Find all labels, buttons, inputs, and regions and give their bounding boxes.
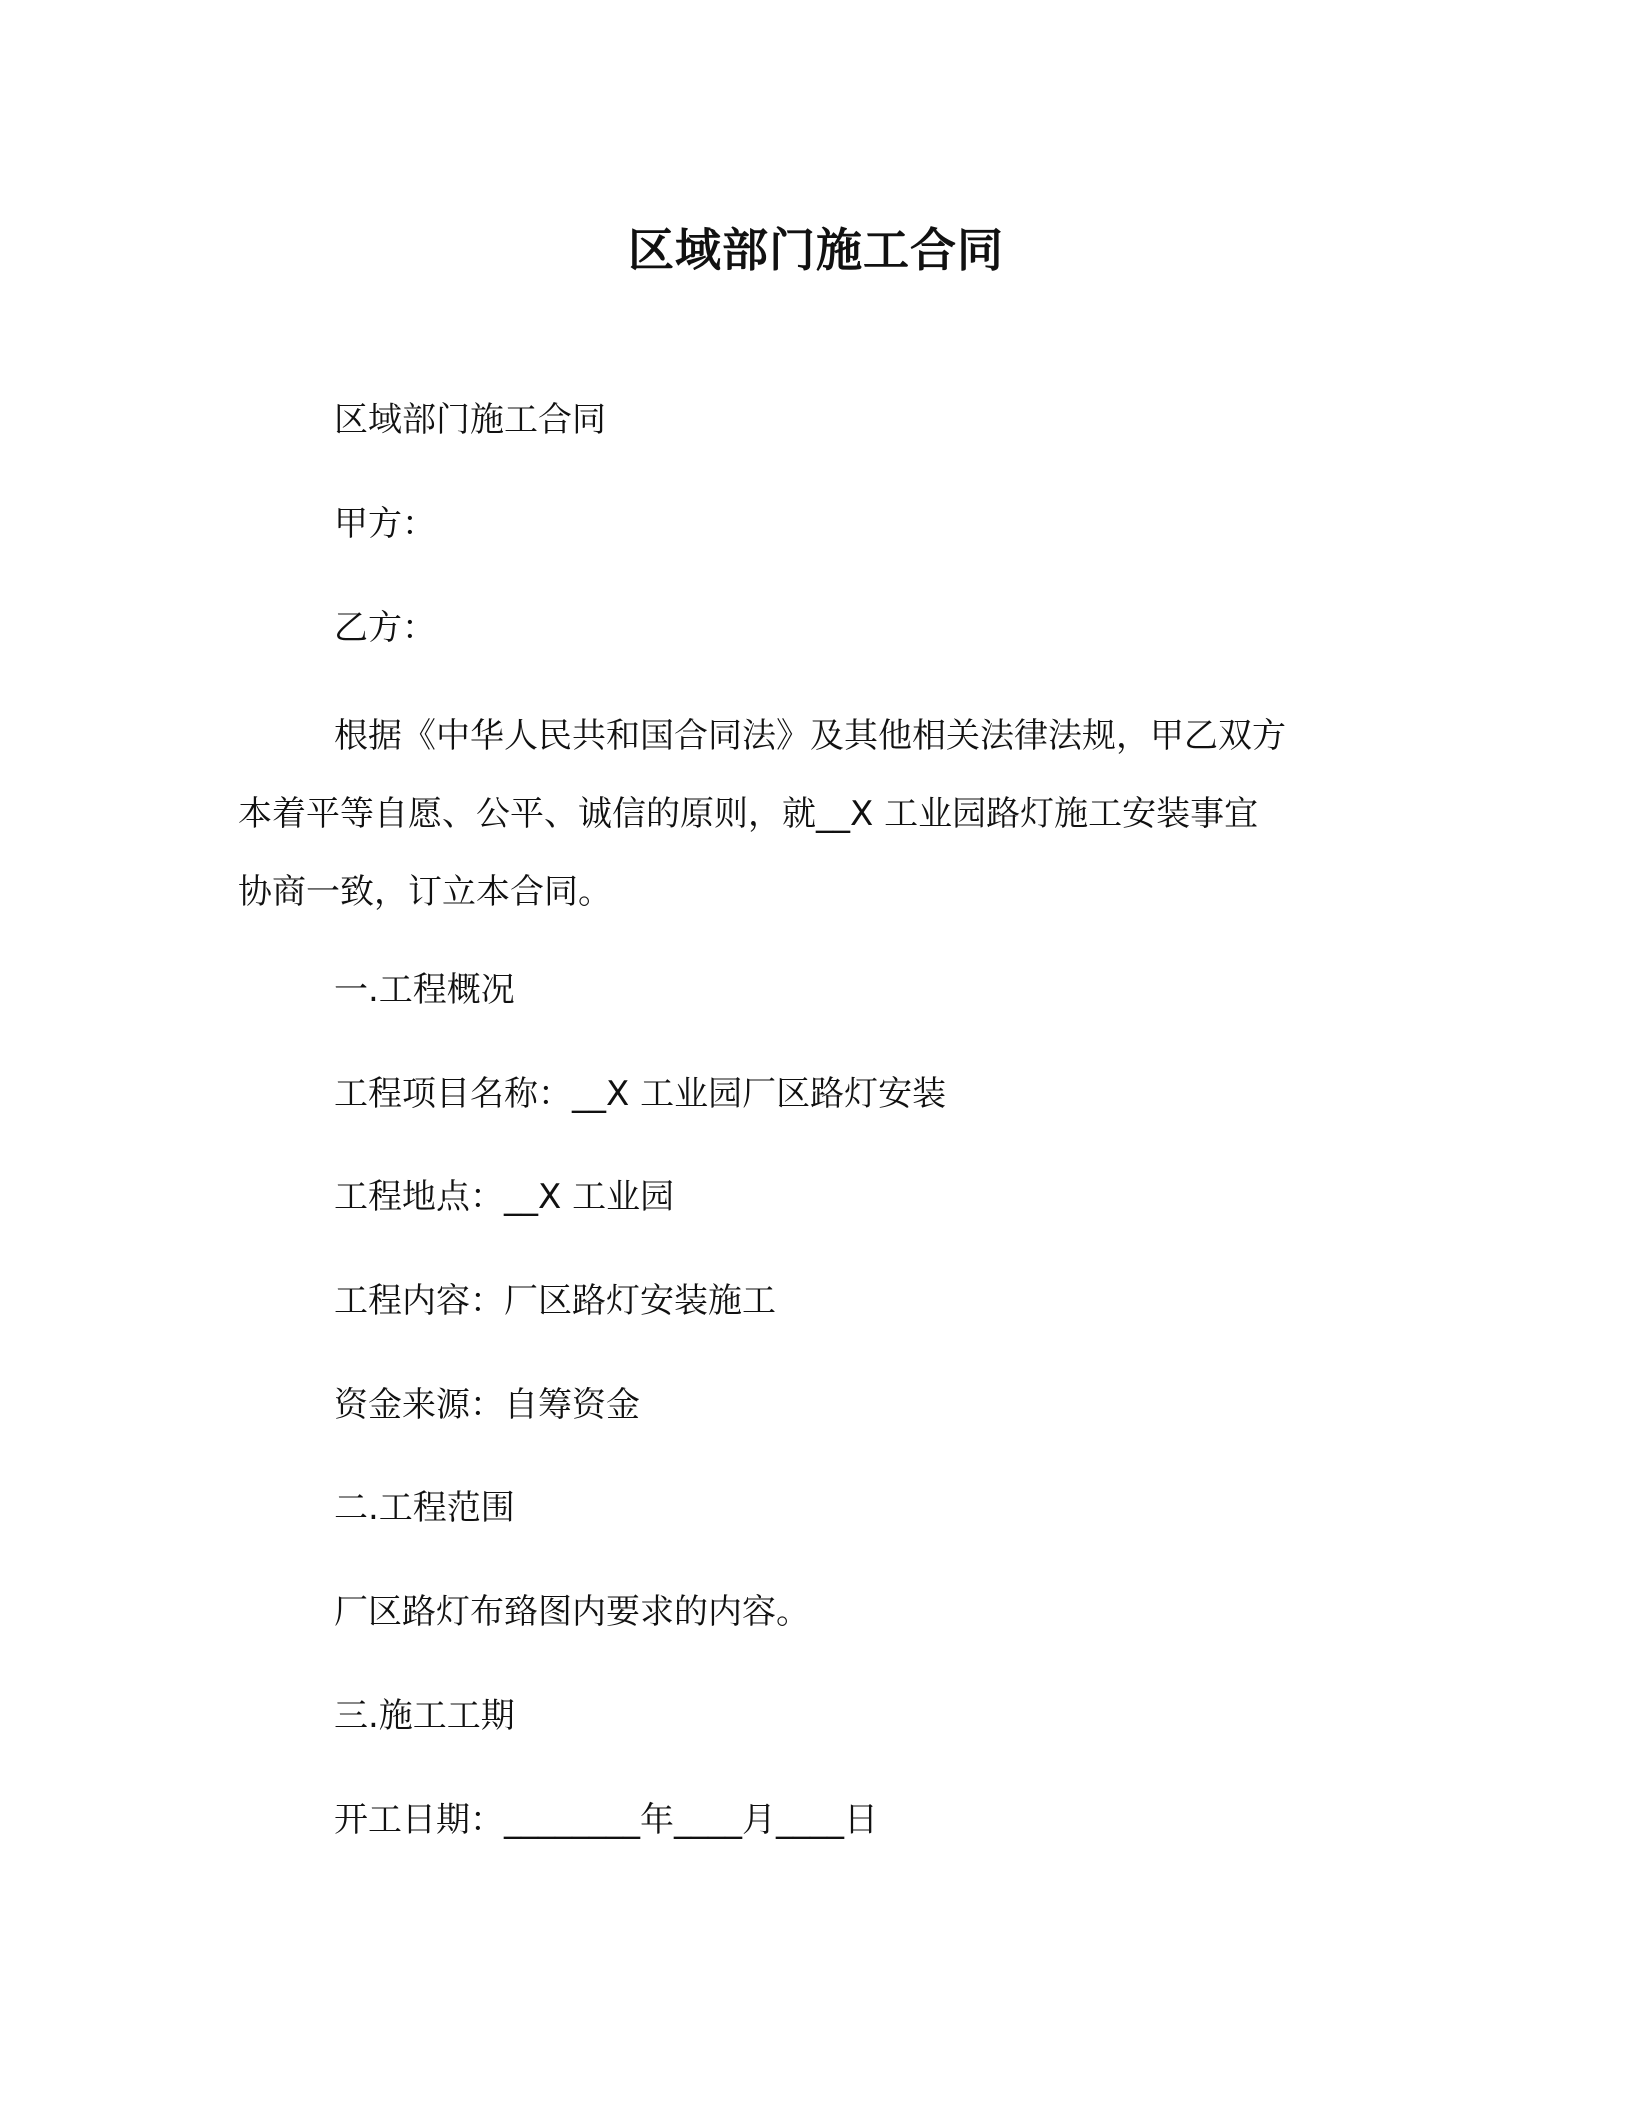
document-title: 区域部门施工合同 <box>628 223 1004 277</box>
section-heading-scope: 二.工程范围 <box>334 1488 515 1528</box>
start-date-line: 开工日期：________年____月____日 <box>334 1800 878 1840</box>
project-location-line: 工程地点：__X 工业园 <box>334 1177 675 1217</box>
section-heading-schedule: 三.施工工期 <box>334 1696 515 1736</box>
intro-paragraph <box>238 697 1388 931</box>
document-subtitle: 区域部门施工合同 <box>334 400 606 440</box>
party-b-label: 乙方： <box>334 608 436 648</box>
intro-line: 根据《中华人民共和国合同法》及其他相关法律法规，甲乙双方 <box>334 716 1286 756</box>
party-a-label: 甲方： <box>334 504 436 544</box>
funding-source-line: 资金来源：自筹资金 <box>334 1385 640 1425</box>
project-name-line: 工程项目名称：__X 工业园厂区路灯安装 <box>334 1074 947 1114</box>
scope-text: 厂区路灯布臵图内要求的内容。 <box>334 1592 810 1632</box>
intro-line: 本着平等自愿、公平、诚信的原则，就__X 工业园路灯施工安装事宜 <box>238 794 1259 834</box>
project-content-line: 工程内容：厂区路灯安装施工 <box>334 1281 776 1321</box>
intro-line: 协商一致，订立本合同。 <box>238 872 612 912</box>
section-heading-overview: 一.工程概况 <box>334 970 515 1010</box>
